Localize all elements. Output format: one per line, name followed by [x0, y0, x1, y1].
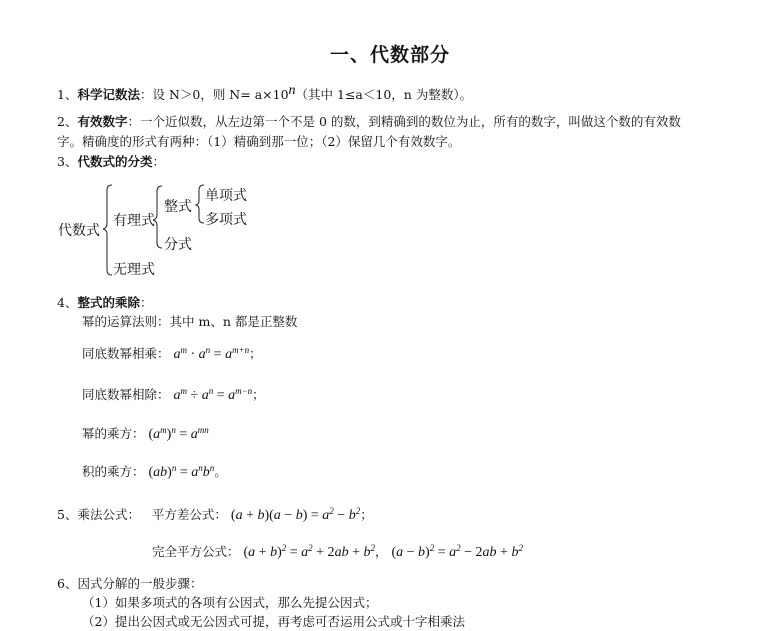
section-2-number: 2、	[57, 114, 78, 129]
section-4-line	[57, 294, 152, 312]
tree-polynomial: 整式	[164, 199, 192, 215]
exponent-n: n	[288, 83, 296, 98]
tree-fraction: 分式	[164, 237, 192, 253]
section-1-text: ：设 N＞0，则 N= a×10	[139, 87, 289, 102]
factor-step-2: （2）提出公因式或无公因式可提，再考虑可否运用公式或十字相乘法	[82, 614, 465, 629]
formula-power-of-product: $(ab)^n = a^nb^n$	[148, 463, 215, 480]
section-6-number: 6、	[57, 576, 78, 591]
section-5-number: 5、	[57, 507, 78, 522]
formula-difference-of-squares: $(a + b)(a - b) = a^2 - b^2$	[230, 506, 361, 523]
section-1-line	[57, 83, 473, 104]
section-2-heading: 有效数字	[77, 114, 128, 129]
section-6-line	[57, 575, 202, 593]
section-1-note: （其中 1≤a＜10，n 为整数）。	[295, 87, 473, 102]
section-3-colon: ：	[152, 154, 165, 169]
factor-step-1: （1）如果多项式的各项有公因式，那么先提公因式；	[82, 595, 378, 610]
rule-label: 同底数幂相除：	[82, 387, 170, 402]
section-5-heading: 乘法公式：	[77, 507, 140, 522]
rule-power-of-power	[82, 425, 209, 444]
tree-monomial: 单项式	[205, 188, 247, 204]
perfect-square-line: 完全平方公式： $(a + b)^2 = a^2 + 2ab + b^2$， $(a - b)^2 = a^2 - 2ab + b^2$	[152, 543, 523, 560]
section-4-number: 4、	[57, 295, 78, 310]
rule-label: 幂的乘方：	[82, 426, 145, 441]
tree-irrational: 无理式	[113, 262, 155, 278]
section-6-heading: 因式分解的一般步骤：	[77, 576, 203, 591]
section-2-text: ：一个近似数，从左边第一个不是 0 的数，到精确到的数位为止，所有的数字，叫做这个数的有效数	[127, 114, 681, 129]
formula-perfect-square-plus: $(a + b)^2 = a^2 + 2ab + b^2$	[243, 543, 375, 560]
formula-same-base-divide: $a^m \div a^n = a^{m-n}$	[173, 386, 253, 403]
brace-polynomial	[196, 185, 204, 223]
classification-tree	[58, 182, 298, 282]
section-1-heading: 科学记数法	[77, 87, 140, 102]
tree-root: 代数式	[58, 223, 100, 239]
rule-same-base-divide: 同底数幂相除： $a^m \div a^n = a^{m-n}$；	[82, 386, 265, 403]
power-rules-intro: 幂的运算法则：其中 m、n 都是正整数	[82, 314, 298, 329]
section-2-line-2: 字。精确度的形式有两种：（1）精确到那一位；（2）保留几个有效数字。	[57, 134, 461, 149]
perfect-square-label: 完全平方公式：	[152, 544, 240, 559]
section-4-heading: 整式的乘除	[77, 295, 140, 310]
tree-multinomial: 多项式	[205, 212, 247, 228]
section-3-line	[57, 153, 165, 171]
tree-rational: 有理式	[113, 213, 155, 229]
section-3-heading: 代数式的分类	[77, 154, 153, 169]
section-title: 一、代数部分	[329, 44, 450, 66]
rule-label: 积的乘方：	[82, 464, 145, 479]
brace-root	[103, 185, 112, 275]
section-2-line-1	[57, 113, 681, 131]
section-3-number: 3、	[57, 154, 78, 169]
rule-same-base-multiply: 同底数幂相乘： $a^m \cdot a^n = a^{m+n}$；	[82, 345, 262, 362]
rule-label: 同底数幂相乘：	[82, 346, 170, 361]
formula-same-base-multiply: $a^m \cdot a^n = a^{m+n}$	[173, 345, 250, 362]
formula-power-of-power: $(a^m)^n = a^{mn}$	[148, 425, 209, 442]
difference-of-squares-label: 平方差公式：	[151, 507, 227, 522]
section-1-number: 1、	[57, 87, 78, 102]
section-5-line: 5、乘法公式： 平方差公式： $(a + b)(a - b) = a^2 - b^2$；	[57, 506, 373, 523]
formula-perfect-square-minus: $(a - b)^2 = a^2 - 2ab + b^2$	[391, 543, 523, 560]
section-4-colon: ：	[139, 295, 153, 310]
rule-power-of-product: 积的乘方： $(ab)^n = a^nb^n$。	[82, 463, 227, 480]
